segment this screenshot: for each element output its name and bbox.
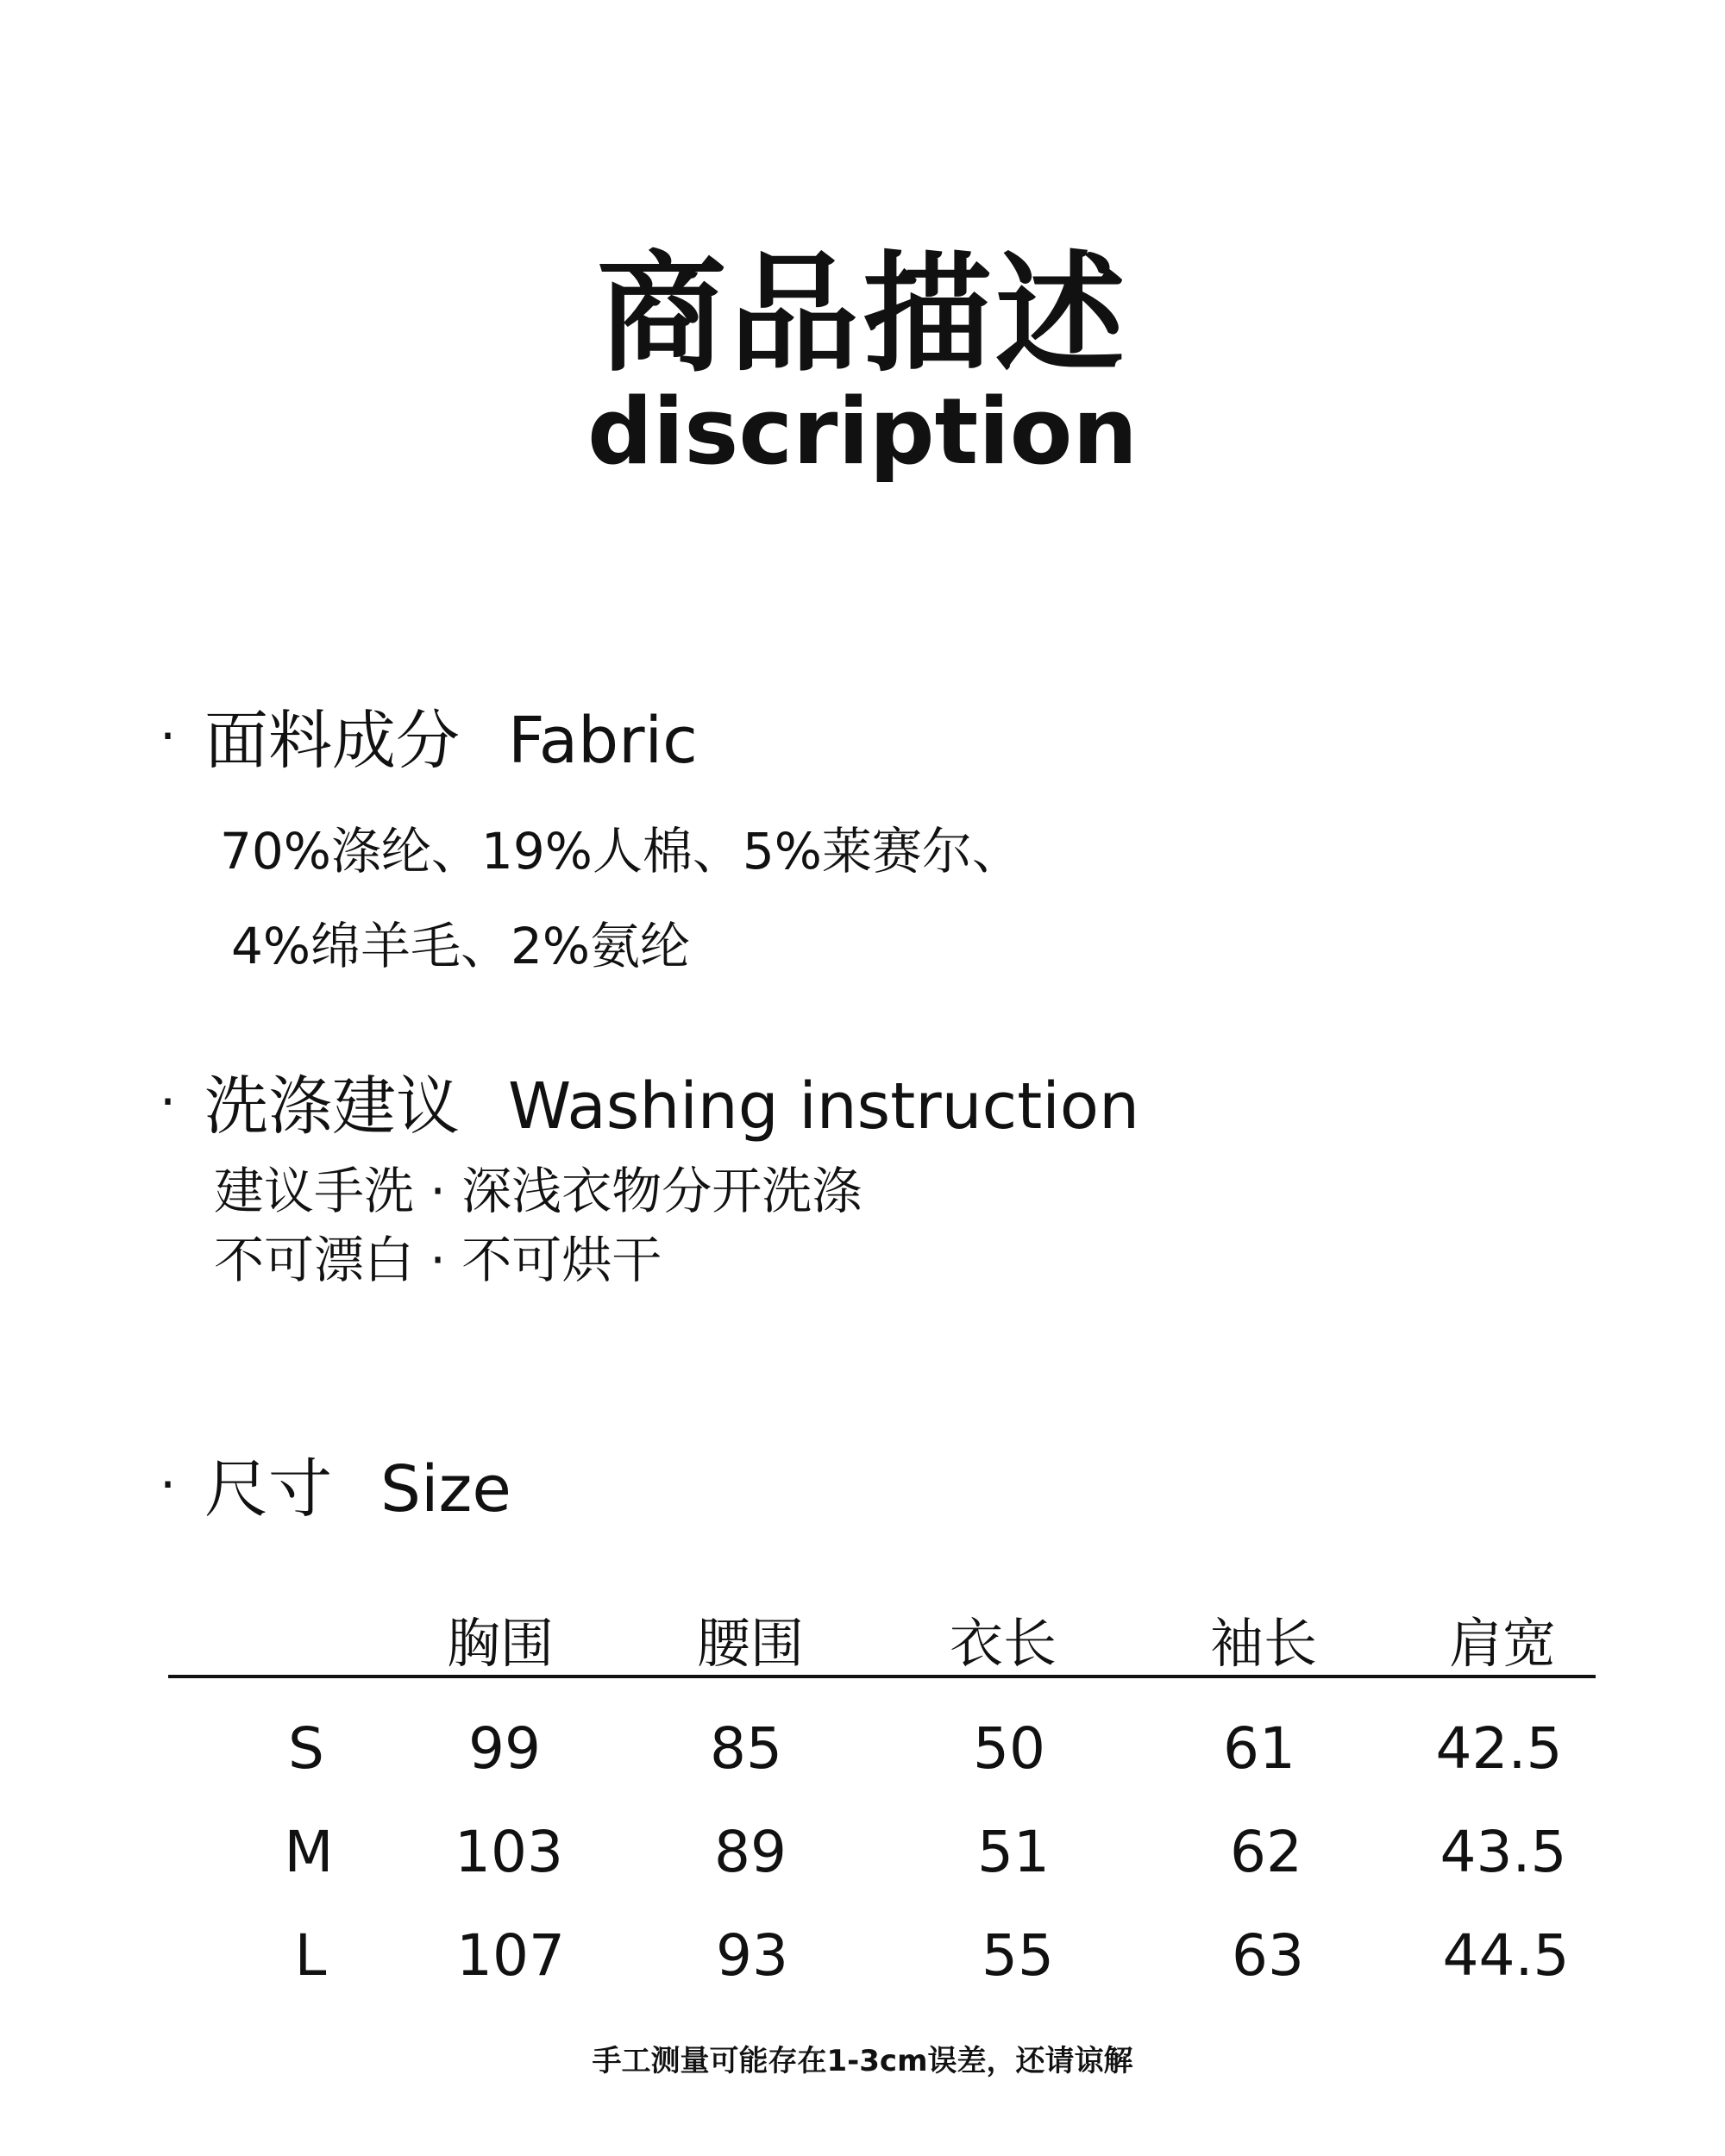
table-cell: 50 bbox=[973, 1715, 1045, 1782]
table-cell: 43.5 bbox=[1440, 1819, 1567, 1885]
table-cell: 62 bbox=[1230, 1819, 1302, 1885]
table-divider bbox=[168, 1675, 1596, 1678]
fabric-heading-cn: 面料成分 bbox=[204, 704, 460, 778]
table-cell: 63 bbox=[1232, 1922, 1304, 1989]
column-header-waist: 腰围 bbox=[696, 1612, 804, 1675]
fabric-line: 70%涤纶、19%人棉、5%莱赛尔、 bbox=[220, 822, 1022, 881]
table-cell: 85 bbox=[710, 1715, 782, 1782]
table-cell: 107 bbox=[456, 1922, 565, 1989]
size-heading-cn: 尺寸 bbox=[204, 1452, 332, 1526]
bullet-dot: · bbox=[160, 1072, 177, 1132]
table-cell: 51 bbox=[977, 1819, 1050, 1885]
washing-line: 不可漂白 · 不可烘干 bbox=[214, 1231, 662, 1289]
table-cell: 44.5 bbox=[1442, 1922, 1570, 1989]
bullet-dot: · bbox=[160, 706, 177, 767]
table-cell: 55 bbox=[982, 1922, 1054, 1989]
row-label-l: L bbox=[294, 1922, 327, 1989]
washing-heading-en: Washing instruction bbox=[508, 1069, 1139, 1144]
fabric-line: 4%绵羊毛、2%氨纶 bbox=[231, 917, 691, 975]
table-cell: 42.5 bbox=[1435, 1715, 1563, 1782]
measurement-note: 手工测量可能存在1-3cm误差，还请谅解 bbox=[592, 2044, 1133, 2078]
size-heading-en: Size bbox=[380, 1452, 511, 1526]
table-cell: 89 bbox=[714, 1819, 787, 1885]
page-subtitle: discription bbox=[587, 379, 1138, 485]
table-cell: 103 bbox=[455, 1819, 563, 1885]
column-header-shoulder: 肩宽 bbox=[1448, 1612, 1556, 1675]
washing-line: 建议手洗 · 深浅衣物分开洗涤 bbox=[214, 1162, 862, 1220]
column-header-chest: 胸围 bbox=[446, 1612, 554, 1675]
size-heading bbox=[160, 1452, 511, 1526]
fabric-heading bbox=[160, 704, 698, 778]
washing-heading bbox=[160, 1069, 1139, 1144]
washing-heading-cn: 洗涤建议 bbox=[204, 1069, 460, 1144]
row-label-s: S bbox=[288, 1715, 324, 1782]
page-title: 商品描述 bbox=[596, 240, 1128, 390]
column-header-length: 衣长 bbox=[949, 1612, 1057, 1675]
fabric-heading-en: Fabric bbox=[508, 704, 698, 778]
table-cell: 93 bbox=[716, 1922, 788, 1989]
table-cell: 61 bbox=[1223, 1715, 1295, 1782]
bullet-dot: · bbox=[160, 1455, 177, 1515]
row-label-m: M bbox=[284, 1819, 334, 1885]
column-header-sleeve: 袖长 bbox=[1209, 1612, 1317, 1675]
table-cell: 99 bbox=[468, 1715, 541, 1782]
